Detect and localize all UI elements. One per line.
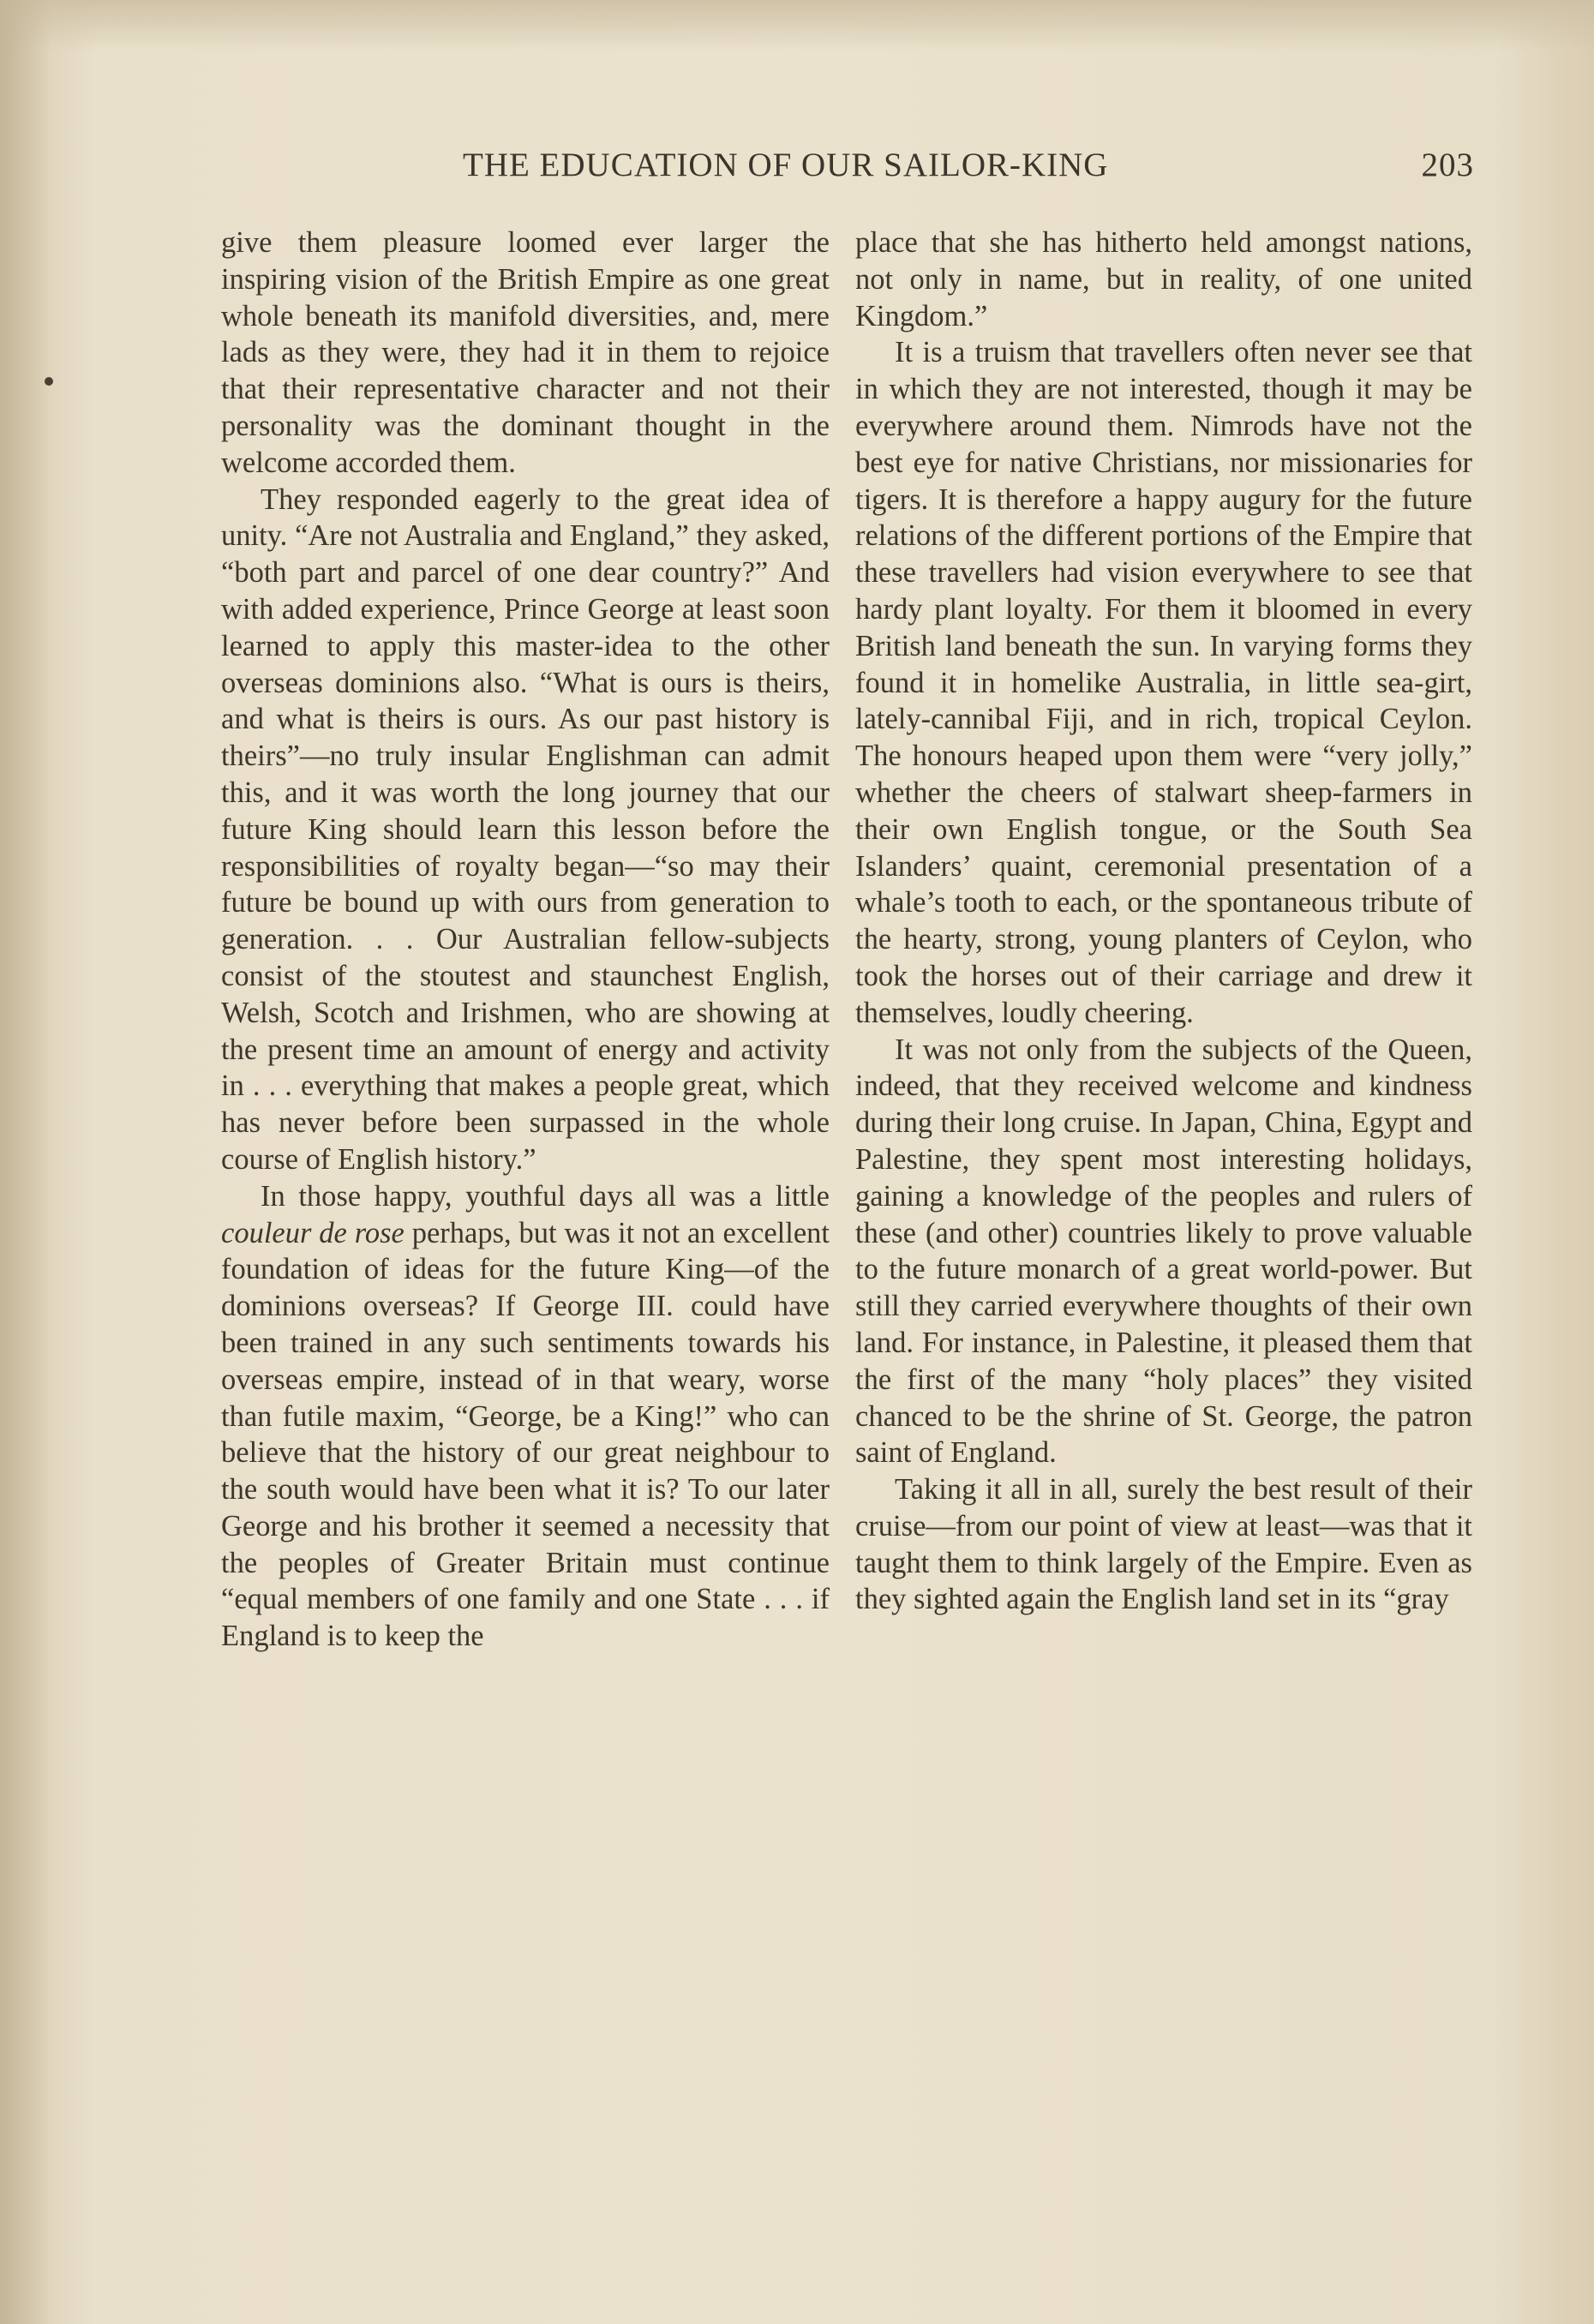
binding-mark <box>45 377 53 386</box>
page-number: 203 <box>1421 147 1474 183</box>
paragraph: It is a truism that travellers often never see that in which they are not interested, though it may be everywhere around them. Nimrods have not the best eye for native Christians, nor missionaries for tigers. It is therefore a happy augury for the future relations of the different portions of the Empire that these travellers had vision everywhere to see that hardy plant loyalty. For them it bloomed in every British land beneath the sun. In varying forms they found it in homelike Australia, in little sea-girt, lately-cannibal Fiji, and in rich, tropical Ceylon. The honours heaped upon them were “very jolly,” whether the cheers of stalwart sheep-farmers in their own English tongue, or the South Sea Islanders’ quaint, ceremonial presentation of a whale’s tooth to each, or the spontaneous tribute of the hearty, strong, young planters of Ceylon, who took the horses out of their carriage and drew it themselves, loudly cheering. <box>855 336 1472 1029</box>
paragraph-text: In those happy, youthful days all was a little <box>261 1179 830 1213</box>
paragraph: give them pleasure loomed ever larger the inspiring vision of the British Empire as one great whole beneath its manifold diversities, and, mere lads as they were, they had it in them to rejoice that their representative character and not their personality was the dominant thought in the welcome accorded them. <box>221 226 830 479</box>
paragraph: Taking it all in all, surely the best result of their cruise—from our point of view at least—was that it taught them to think largely of the Empire. Even as they sighted again the English land set in its “gray <box>855 1473 1472 1616</box>
paragraph <box>221 1178 830 1655</box>
left-column <box>221 225 830 1655</box>
paragraph: place that she has hitherto held amongst nations, not only in name, but in reality, of one united Kingdom.” <box>855 226 1472 332</box>
running-head <box>463 146 1474 197</box>
paragraph-text: perhaps, but was it not an excellent foundation of ideas for the future King—of the dominions overseas? If George III. could have been trained in any such sentiments towards his overseas empire, instead of in that weary, worse than futile maxim, “George, be a King!” who can believe that the history of our great neighbour to the south would have been what it is? To our later George and his brother it seemed a necessity that the peoples of Greater Britain must continue “equal members of one family and one State . . . if England is to keep the <box>221 1216 830 1653</box>
paragraph: They responded eagerly to the great idea of unity. “Are not Australia and England,” they asked, “both part and parcel of one dear country?” And with added experience, Prince George at least soon learned to apply this master-idea to the other overseas dominions also. “What is ours is theirs, and what is theirs is ours. As our past history is theirs”—no truly insular Englishman can admit this, and it was worth the long journey that our future King should learn this lesson before the responsibilities of royalty began—“so may their future be bound up with ours from generation to generation. . . Our Australian fellow-subjects consist of the stoutest and staunchest English, Welsh, Scotch and Irishmen, who are showing at the present time an amount of energy and activity in . . . everything that makes a people great, which has never before been surpassed in the whole course of English history.” <box>221 482 830 1176</box>
paragraph: It was not only from the subjects of the Queen, indeed, that they received welcome and kindness during their long cruise. In Japan, China, Egypt and Palestine, they spent most interesting holidays, gaining a knowledge of the peoples and rulers of these (and other) countries likely to prove valuable to the future monarch of a great world-power. But still they carried everywhere thoughts of their own land. For instance, in Palestine, it pleased them that the first of the many “holy places” they visited chanced to be the shrine of St. George, the patron saint of England. <box>855 1033 1472 1470</box>
page-top-edge <box>0 0 1594 51</box>
running-head-title: THE EDUCATION OF OUR SAILOR-KING <box>463 147 1109 183</box>
page-binding-shadow <box>0 0 51 2324</box>
italic-phrase: couleur de rose <box>221 1216 404 1249</box>
right-column <box>855 225 1472 1618</box>
